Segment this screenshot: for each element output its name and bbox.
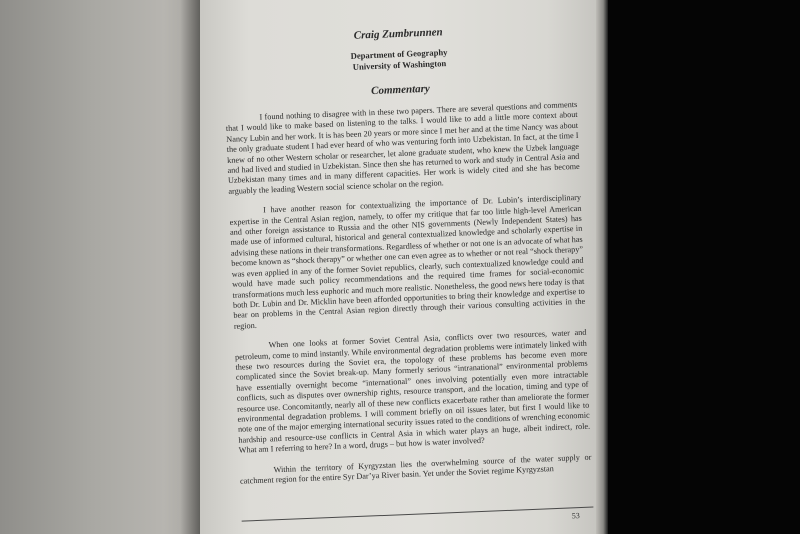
section-title: Commentary [370,82,431,98]
paragraph-2: I have another reason for contextualizing the importance of Dr. Lubin’s interdisciplinary expertise in the Central Asian region, namely, to offer my critique that far too little high-level American and other foreign assistance to Russia and the other NIS governments (Newly Independent States) has made use of informed cultural, historical and general contextualized knowledge and scholarly expertise in advising these nations in their transformations. Regardless of whether or not one is an advocate of what has become known as “shock therapy” or whether one can even agree as to whether or not real “shock therapy” was even applied in any of the former Soviet republics, clearly, such contextualized knowledge could and would have made such policy recommendations and the required time frames for social-economic transformations much less euphoric and much more realistic. Nonetheless, the good news here today is that both Dr. Lubin and Dr. Micklin have been afforded opportunities to bring their knowledge and expertise to bear on problems in the Central Asian region directly through their various consulting activities in the region. [229,193,586,331]
paragraph-1: I found nothing to disagree with in these two papers. There are several questions and comments that I would like to make based on listening to the talks. I would like to add a little more context about Nancy Lubin and her work. It is has been 20 years or more since I met her and at the time Nancy was about the only graduate student I had ever heard of who was venturing forth into Uzbekistan. In fact, at the time I knew of no other Western scholar or researcher, let alone graduate student, who knew the Uzbek language and had lived and studied in Uzbekistan. Since then she has returned to work and study in Central Asia and Uzbekistan many times and in many different capacities. Her work is widely cited and she has become arguably the leading Western social science scholar on the region. [225,99,580,196]
paragraph-4: Within the territory of Kyrgyzstan lies the overwhelming source of the water supply or catchment region for the entire Syr Dar’ya River basin. Yet under the Soviet regime Kyrgyzstan [239,452,592,486]
footer-rule [242,507,594,522]
department: Department of Geography [350,47,448,61]
left-page [0,0,205,534]
paragraph-3: When one looks at former Soviet Central Asia, conflicts over two resources, water and petroleum, come to mind instantly. While environmental degradation problems were intimately linked with these two resources during the Soviet era, the topology of these problems has become even more complicated since the Soviet break-up. Many formerly serious “intranational” environmental problems have essentially overnight become “international” ones involving potentially even more intractable conflicts, such as disputes over ownership rights, resource transport, and the location, timing and type of resource use. Concomitantly, nearly all of these new conflicts exacerbate rather than ameliorate the former environmental degradation problems. I will comment briefly on oil issues later, but first I would like to note one of the major emerging international security issues rated to the conditions of wrenching economic hardship and resource-use conflicts in Central Asia in which water plays an huge, albeit indirect, role. What am I referring to here? In a word, drugs – but how is water involved? [234,327,591,455]
page-number: 53 [571,511,580,521]
university: University of Washington [352,58,447,72]
author-name: Craig Zumbrunnen [353,26,443,42]
page-text [222,21,594,534]
page-edge [596,0,608,534]
